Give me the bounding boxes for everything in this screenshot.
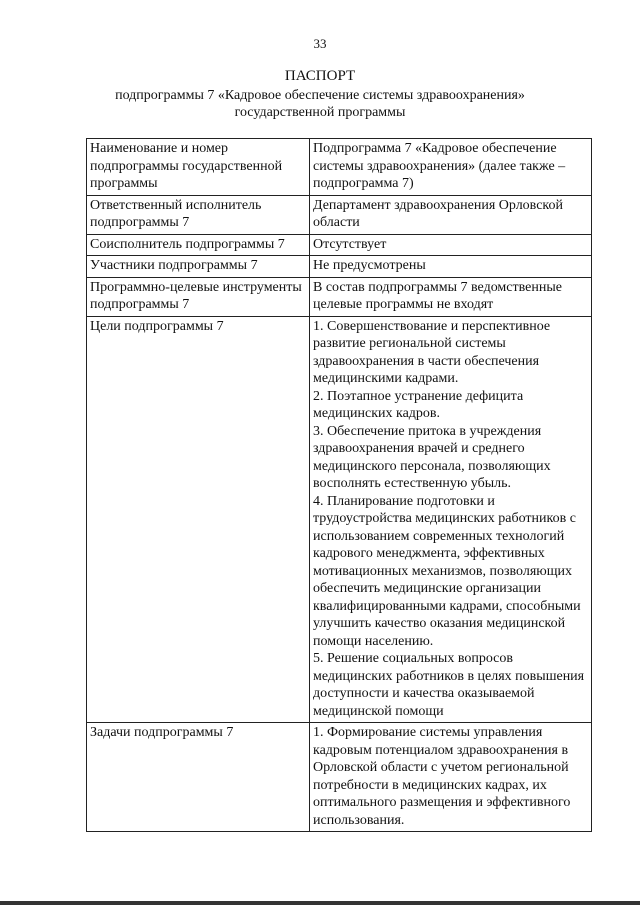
row-label-instruments: Программно-целевые инструменты подпрограммы 7 bbox=[87, 277, 310, 316]
goal-item: 2. Поэтапное устранение дефицита медицинских кадров. bbox=[313, 388, 524, 421]
goal-item: 3. Обеспечение притока в учреждения здравоохранения врачей и среднего медицинского персонала, позволяющих восполнять естественную убыль. bbox=[313, 423, 551, 491]
row-label-name: Наименование и номер подпрограммы государственной программы bbox=[87, 139, 310, 196]
row-value-goals bbox=[310, 316, 592, 723]
table-row bbox=[87, 316, 592, 723]
row-value-name: Подпрограмма 7 «Кадровое обеспечение системы здравоохранения» (далее также – подпрограмма 7) bbox=[310, 139, 592, 196]
task-item: 1. Формирование системы управления кадровым потенциалом здравоохранения в Орловской области с учетом региональной потребности в медицинских кадрах, их оптимального размещения и эффективного использования. bbox=[313, 725, 571, 828]
document-subtitle-line1: подпрограммы 7 «Кадровое обеспечение системы здравоохранения» bbox=[115, 88, 525, 103]
row-label-executor: Ответственный исполнитель подпрограммы 7 bbox=[87, 195, 310, 234]
table-row bbox=[87, 139, 592, 196]
row-label-coexecutor: Соисполнитель подпрограммы 7 bbox=[87, 234, 310, 256]
row-label-goals: Цели подпрограммы 7 bbox=[87, 316, 310, 723]
document-subtitle-line2: государственной программы bbox=[234, 105, 406, 120]
row-value-executor: Департамент здравоохранения Орловской области bbox=[310, 195, 592, 234]
row-label-participants: Участники подпрограммы 7 bbox=[87, 256, 310, 278]
table-row bbox=[87, 277, 592, 316]
table-row bbox=[87, 256, 592, 278]
goal-item: 4. Планирование подготовки и трудоустройства медицинских работников с использованием современных технологий кадрового менеджмента, эффективных мотивационных механизмов, позволяющих обеспечить медицинские организации квалифицированными кадрами, способными улучшить качество оказания медицинской помощи населению. bbox=[313, 493, 581, 649]
row-value-participants: Не предусмотрены bbox=[310, 256, 592, 278]
row-value-tasks bbox=[310, 723, 592, 832]
row-label-tasks: Задачи подпрограммы 7 bbox=[87, 723, 310, 832]
goal-item: 5. Решение социальных вопросов медицинских работников в целях повышения доступности и качества оказываемой медицинской помощи bbox=[313, 651, 585, 719]
goal-item: 1. Совершенствование и перспективное развитие региональной системы здравоохранения в части обеспечения медицинскими кадрами. bbox=[313, 318, 551, 386]
row-value-instruments: В состав подпрограммы 7 ведомственные целевые программы не входят bbox=[310, 277, 592, 316]
table-row bbox=[87, 723, 592, 832]
page-number: 33 bbox=[313, 36, 327, 51]
passport-table bbox=[86, 138, 592, 832]
table-row bbox=[87, 234, 592, 256]
row-value-coexecutor: Отсутствует bbox=[310, 234, 592, 256]
document-title: ПАСПОРТ bbox=[284, 68, 356, 84]
scan-edge-divider bbox=[0, 901, 640, 905]
table-row bbox=[87, 195, 592, 234]
